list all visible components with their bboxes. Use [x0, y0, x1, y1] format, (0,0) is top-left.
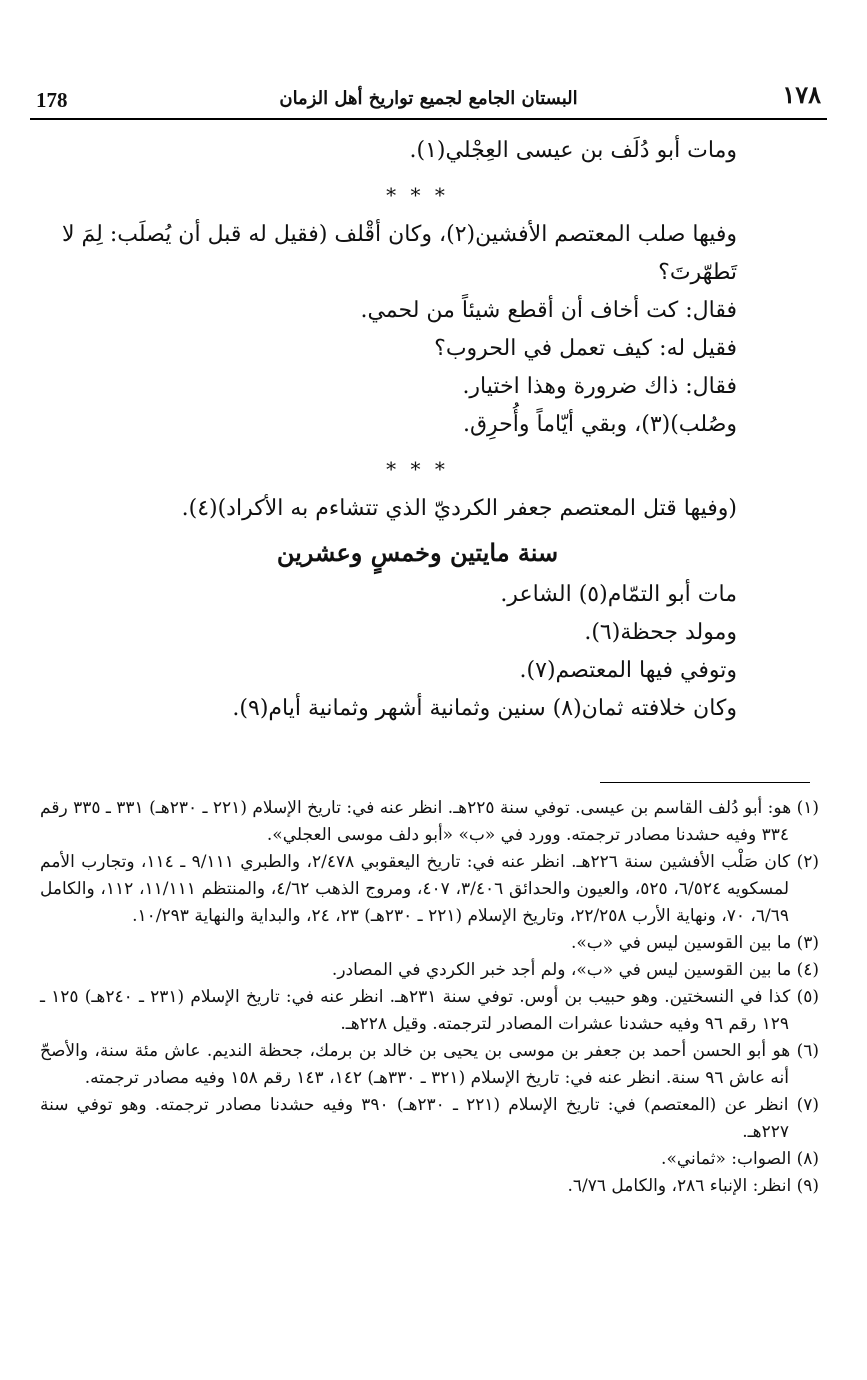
- footnotes: [40, 795, 819, 1200]
- page-header: [28, 78, 829, 116]
- footnote-rule: [600, 782, 810, 783]
- footnote: (٦) هو أبو الحسن أحمد بن جعفر بن موسى بن يحيى بن خالد بن برمك، جحظة النديم. عاش مئة سنة، والأصحّ أنه عاش ٩٦ سنة. انظر عنه في: تاريخ الإسلام (٣٢١ ـ ٣٣٠هـ) ١٤٢، ١٤٣ رقم ١٥٨ وفيه مصادر ترجمته.: [40, 1041, 819, 1088]
- footnote: (٢) كان صَلْب الأفشين سنة ٢٢٦هـ. انظر عنه في: تاريخ اليعقوبي ٢/٤٧٨، والطبري ٩/١١١ ـ ١١٤، وتجارب الأمم لمسكويه ٦/٥٢٤، ٥٢٥، والعيون والحدائق ٣/٤٠٦، ٤٠٧، ومروج الذهب ٤/٦٢، والمنتظم ١١/١١١، ١١٢، والكامل ٦/٦٩، ٧٠، ونهاية الأرب ٢٢/٢٥٨، وتاريخ الإسلام (٢٢١ ـ ٢٣٠هـ) ٢٣، ٢٤، والبداية والنهاية ١٠/٢٩٣.: [40, 852, 819, 926]
- paragraph: ومات أبو دُلَف بن عيسى العِجْلي(١).: [409, 138, 737, 163]
- footnote: (٣) ما بين القوسين ليس في «ب».: [570, 933, 819, 953]
- paragraph: (وفيها قتل المعتصم جعفر الكرديّ الذي تتشاءم به الأكراد)(٤).: [181, 496, 737, 521]
- running-title: البستان الجامع لجميع تواريخ أهل الزمان: [279, 88, 578, 109]
- footnote: (٩) انظر: الإنباء ٢٨٦، والكامل ٦/٧٦.: [567, 1176, 819, 1196]
- paragraph: فقال: ذاك ضرورة وهذا اختيار.: [462, 374, 737, 399]
- paragraph: مات أبو التمّام(٥) الشاعر.: [500, 582, 737, 607]
- footnote: (٧) انظر عن (المعتصم) في: تاريخ الإسلام (٢٢١ ـ ٢٣٠هـ) ٣٩٠ وفيه حشدنا مصادر ترجمته. وهو توفي سنة ٢٢٧هـ.: [40, 1095, 820, 1142]
- page-number-latin: 178: [36, 88, 68, 112]
- paragraph: ومولد جحظة(٦).: [584, 620, 737, 645]
- section-separator: * * *: [386, 183, 449, 207]
- paragraph: وتوفي فيها المعتصم(٧).: [519, 658, 737, 683]
- footnote: (٥) كذا في النسختين. وهو حبيب بن أوس. توفي سنة ٢٣١هـ. انظر عنه في: تاريخ الإسلام (٢٣١ ـ ٢٤٠هـ) ١٢٥ ـ ١٢٩ رقم ٩٦ وفيه حشدنا عشرات المصادر لترجمته. وقيل ٢٢٨هـ.: [40, 987, 819, 1034]
- page-number-arabic: ١٧٨: [782, 80, 821, 109]
- footnote: (١) هو: أبو دُلف القاسم بن عيسى. توفي سنة ٢٢٥هـ. انظر عنه في: تاريخ الإسلام (٢٢١ ـ ٢٣٠هـ) ٣٣١ ـ ٣٣٥ رقم ٣٣٤ وفيه حشدنا مصادر ترجمته. وورد في «ب» «أبو دلف موسى العجلي».: [40, 798, 819, 845]
- footnote: (٤) ما بين القوسين ليس في «ب»، ولم أجد خبر الكردي في المصادر.: [331, 960, 819, 980]
- section-heading: سنة مايتين وخمسٍ وعشرين: [276, 538, 559, 567]
- header-rule: [30, 118, 827, 120]
- paragraph: وكان خلافته ثمان(٨) سنين وثمانية أشهر وثمانية أيام(٩).: [232, 696, 737, 721]
- main-text: [58, 132, 777, 728]
- paragraph: فقال: كت أخاف أن أقطع شيئاً من لحمي.: [360, 298, 737, 323]
- paragraph: وصُلب)(٣)، وبقي أيّاماً وأُحرِق.: [462, 412, 737, 437]
- paragraph: فقيل له: كيف تعمل في الحروب؟: [434, 336, 737, 361]
- paragraph: وفيها صلب المعتصم الأفشين(٢)، وكان أقْلف (فقيل له قبل أن يُصلَب: لِمَ لا تَطهّرتَ؟: [61, 222, 737, 285]
- footnote: (٨) الصواب: «ثماني».: [661, 1149, 819, 1169]
- section-separator: * * *: [386, 457, 449, 481]
